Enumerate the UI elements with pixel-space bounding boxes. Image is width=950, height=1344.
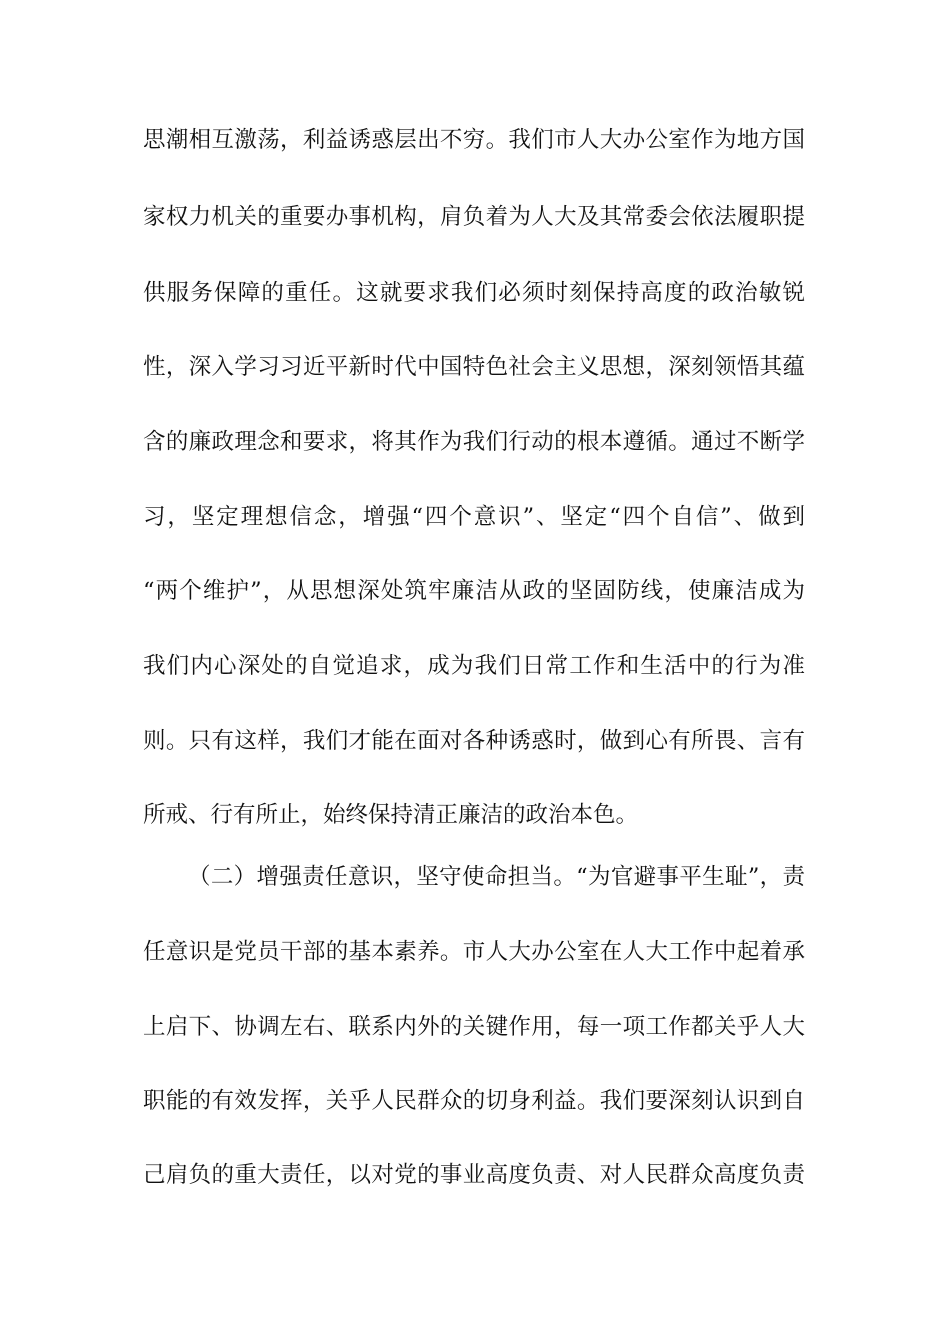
paragraph-2-line: 己肩负的重大责任，以对党的事业高度负责、对人民群众高度负责 (143, 1162, 805, 1188)
paragraph-2-line: 任意识是党员干部的基本素养。市人大办公室在人大工作中起着承 (143, 939, 805, 965)
paragraph-1-line: 我们内心深处的自觉追求，成为我们日常工作和生活中的行为准 (143, 653, 805, 679)
paragraph-2-line: 职能的有效发挥，关乎人民群众的切身利益。我们要深刻认识到自 (143, 1088, 805, 1114)
paragraph-1-line: 性，深入学习习近平新时代中国特色社会主义思想，深刻领悟其蕴 (143, 354, 805, 380)
paragraph-1-line: 含的廉政理念和要求，将其作为我们行动的根本遵循。通过不断学 (143, 429, 805, 455)
paragraph-2-line: （二）增强责任意识，坚守使命担当。“为官避事平生耻”，责 (188, 864, 805, 890)
paragraph-2-line: 上启下、协调左右、联系内外的关键作用，每一项工作都关乎人大 (143, 1014, 805, 1040)
paragraph-1-line: 思潮相互激荡，利益诱惑层出不穷。我们市人大办公室作为地方国 (143, 127, 805, 153)
paragraph-1-line: 习，坚定理想信念，增强“四个意识”、坚定“四个自信”、做到 (143, 504, 805, 530)
paragraph-1-line: 则。只有这样，我们才能在面对各种诱惑时，做到心有所畏、言有 (143, 728, 805, 754)
paragraph-1-line: 供服务保障的重任。这就要求我们必须时刻保持高度的政治敏锐 (143, 280, 805, 306)
paragraph-1-line: “两个维护”，从思想深处筑牢廉洁从政的坚固防线，使廉洁成为 (143, 578, 805, 604)
paragraph-1-line: 所戒、行有所止，始终保持清正廉洁的政治本色。 (143, 802, 639, 828)
paragraph-1-line: 家权力机关的重要办事机构，肩负着为人大及其常委会依法履职提 (143, 204, 805, 230)
